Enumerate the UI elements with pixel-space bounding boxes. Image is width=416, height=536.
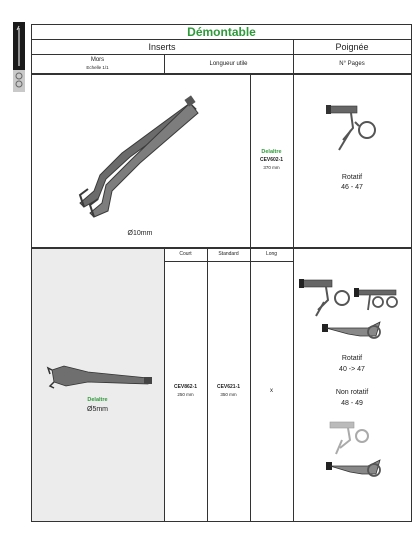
row2-court-length: 250 mm	[177, 392, 194, 397]
row1-diameter: Ø10mm	[127, 229, 153, 237]
forceps-insert-small-icon	[44, 360, 154, 396]
row2-diameter: Ø5mm	[87, 405, 108, 413]
row2-non-rotatif-pages: 48 - 49	[341, 399, 363, 407]
row2-standard-ref: CEV621-1	[216, 383, 241, 390]
row1-length: 370 mm	[263, 165, 280, 170]
row2-court-ref: CEV862-1	[173, 383, 198, 390]
header-inserts: Inserts	[148, 41, 176, 52]
row2-standard-length: 350 mm	[220, 392, 237, 397]
forceps-insert-icon	[60, 95, 210, 225]
header-longueur: Longueur utile	[209, 60, 248, 67]
scissor-handle-icon	[298, 276, 408, 351]
header-court: Court	[179, 251, 192, 257]
instrument-tab-icon	[13, 22, 25, 92]
row2-long-value: x	[270, 388, 273, 394]
row2-rotatif-label: Rotatif	[341, 354, 363, 362]
row2-brand: Delaltre	[87, 397, 108, 403]
header-long: Long	[265, 251, 278, 257]
row1-handle-pages: 46 - 47	[341, 183, 363, 191]
header-echelle: Echelle 1/1	[86, 64, 109, 70]
scissor-handle-icon	[325, 100, 385, 155]
header-pages: N° Pages	[339, 60, 365, 67]
header-poignee: Poignée	[335, 41, 369, 52]
header-standard: Standard	[218, 251, 239, 257]
header-mors: Mors	[90, 56, 105, 63]
row2-rotatif-pages: 40 -> 47	[339, 365, 365, 373]
row1-ref: CEV602-1	[259, 156, 284, 163]
row1-handle-label: Rotatif	[341, 173, 363, 181]
row1-brand: Delaltre	[261, 149, 282, 155]
row2-non-rotatif-label: Non rotatif	[335, 388, 369, 396]
scissor-handle-icon	[320, 418, 390, 486]
table-title: Démontable	[187, 24, 256, 39]
section-tab	[13, 22, 25, 92]
